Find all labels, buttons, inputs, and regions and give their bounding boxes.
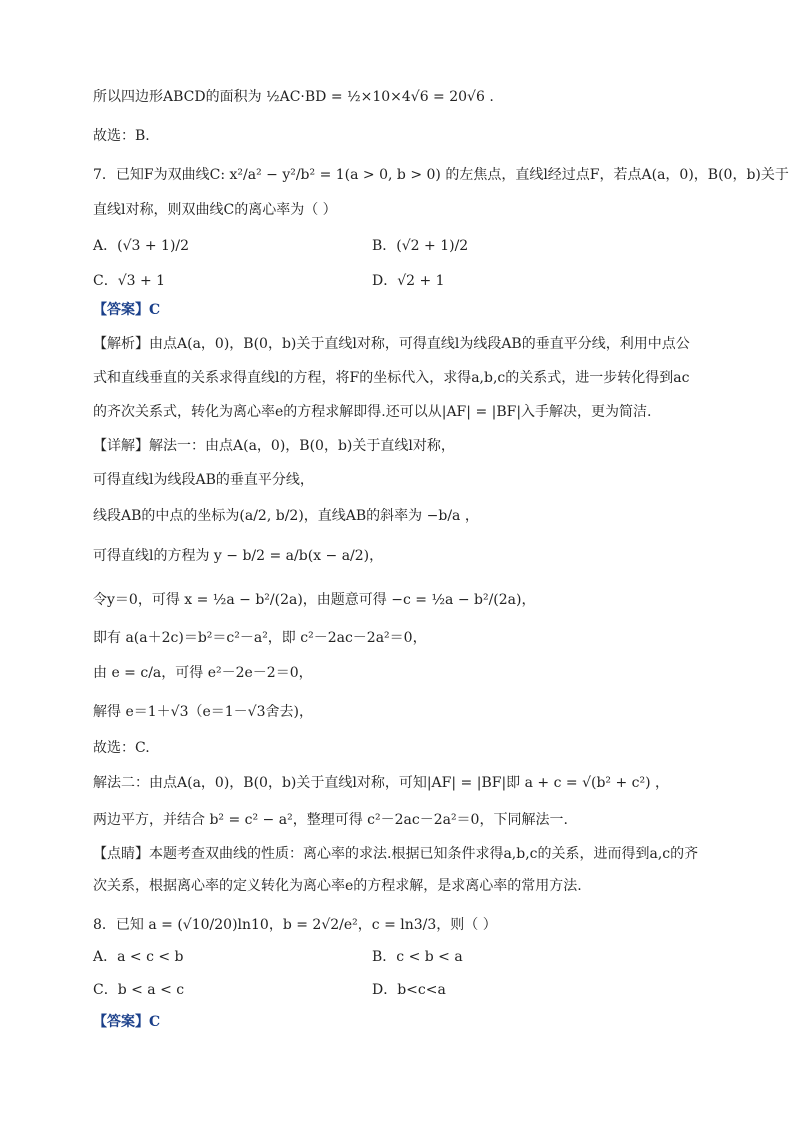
q8-option-c: C．b < a < c bbox=[93, 982, 185, 998]
q7-option-a: A．(√3 + 1)/2 bbox=[93, 238, 190, 254]
detail-line-5: 令y＝0，可得 x = ½a − b²/(2a)，由题意可得 −c = ½a − b²/(2a)， bbox=[93, 592, 536, 608]
analysis-line-1: 【解析】由点A(a，0)，B(0，b)关于直线l对称，可得直线l为线段AB的垂直平分线，利用中点公 bbox=[93, 336, 690, 352]
question-7-stem: 7．已知F为双曲线C: x²/a² − y²/b² = 1(a > 0, b > 0) 的左焦点，直线l经过点F，若点A(a，0)，B(0，b)关于 bbox=[93, 167, 789, 183]
detail-line-6: 即有 a(a＋2c)＝b²＝c²－a²，即 c²－2ac－2a²＝0， bbox=[93, 630, 427, 646]
method-two-line-1: 解法二：由点A(a，0)，B(0，b)关于直线l对称，可知|AF| = |BF|即 a + c = √(b² + c²) ， bbox=[93, 775, 670, 791]
comment-line-2: 次关系，根据离心率的定义转化为离心率e的方程求解，是求离心率的常用方法. bbox=[93, 878, 582, 894]
q7-answer: 【答案】C bbox=[93, 302, 161, 318]
q7-option-c: C．√3 + 1 bbox=[93, 273, 166, 289]
q7-option-d: D．√2 + 1 bbox=[372, 273, 445, 289]
q8-option-b: B．c < b < a bbox=[372, 949, 463, 965]
question-8-stem: 8．已知 a = (√10/20)ln10，b = 2√2/e²，c = ln3/3，则（ ） bbox=[93, 917, 497, 933]
question-7-stem-cont: 直线l对称，则双曲线C的离心率为（ ） bbox=[93, 202, 337, 218]
q8-option-a: A．a < c < b bbox=[93, 949, 184, 965]
analysis-line-3: 的齐次关系式，转化为离心率e的方程求解即得.还可以从|AF| = |BF|入手解决，更为简洁. bbox=[93, 404, 652, 420]
q8-option-d: D．b<c<a bbox=[372, 982, 446, 998]
analysis-line-2: 式和直线垂直的关系求得直线l的方程，将F的坐标代入，求得a,b,c的关系式，进一步转化得到ac bbox=[93, 370, 690, 386]
detail-line-4: 可得直线l的方程为 y − b/2 = a/b(x − a/2)， bbox=[93, 548, 384, 564]
detail-line-9: 故选：C. bbox=[93, 740, 150, 756]
detail-line-1: 【详解】解法一：由点A(a，0)，B(0，b)关于直线l对称， bbox=[93, 438, 455, 454]
detail-line-3: 线段AB的中点的坐标为(a/2, b/2)，直线AB的斜率为 −b/a ， bbox=[93, 508, 479, 524]
method-two-line-2: 两边平方，并结合 b² = c² − a²，整理可得 c²－2ac－2a²＝0，下同解法一. bbox=[93, 812, 568, 828]
q7-option-b: B．(√2 + 1)/2 bbox=[372, 238, 469, 254]
q8-answer: 【答案】C bbox=[93, 1014, 161, 1030]
detail-line-7: 由 e = c/a，可得 e²－2e－2＝0， bbox=[93, 665, 313, 681]
text-line-choice-b: 故选：B. bbox=[93, 128, 150, 144]
comment-line-1: 【点睛】本题考查双曲线的性质：离心率的求法.根据已知条件求得a,b,c的关系，进而得到a,c的齐 bbox=[93, 846, 699, 862]
text-line-area-result: 所以四边形ABCD的面积为 ½AC·BD = ½×10×4√6 = 20√6 . bbox=[93, 89, 494, 105]
detail-line-8: 解得 e＝1＋√3（e＝1－√3舍去)， bbox=[93, 704, 313, 720]
detail-line-2: 可得直线l为线段AB的垂直平分线， bbox=[93, 472, 314, 488]
